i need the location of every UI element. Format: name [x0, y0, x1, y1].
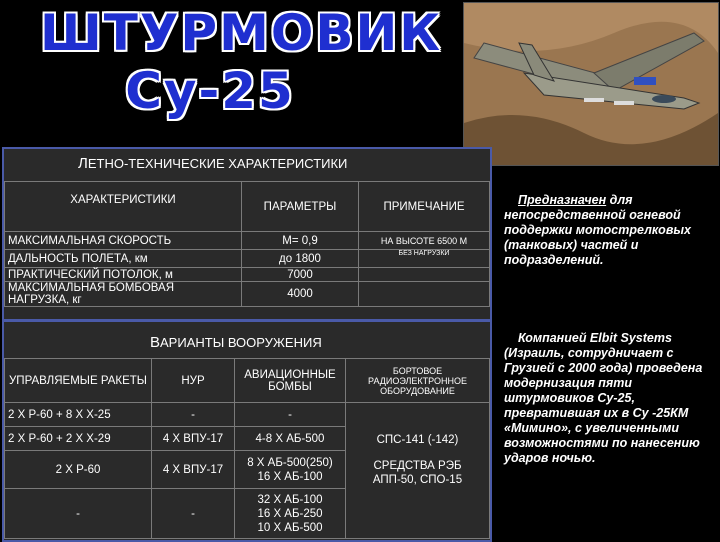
purpose-text: для непосредственной огневой поддержки мотострелковых (танковых) частей и подразделений. [504, 193, 691, 267]
performance-heading-text: ЕТНО-ТЕХНИЧЕСКИЕ ХАРАКТЕРИСТИКИ [87, 156, 348, 171]
equipment-item: СПС-141 (-142) [376, 434, 459, 446]
col-header-missiles: УПРАВЛЯЕМЫЕ РАКЕТЫ [5, 359, 152, 403]
title-line-2: Су-25 [125, 62, 295, 120]
characteristic-value: М= 0,9 [242, 232, 359, 250]
equipment-item: СРЕДСТВА РЭБ [373, 460, 462, 472]
characteristic-note [359, 282, 490, 307]
bombs-cell: 4-8 Х АБ-500 [235, 427, 346, 451]
aircraft-photo [463, 2, 719, 166]
bombs-cell [235, 451, 346, 489]
characteristic-note: БЕЗ НАГРУЗКИ [359, 250, 490, 268]
armament-panel [2, 320, 492, 542]
purpose-note [504, 193, 714, 268]
armament-heading-initial: В [150, 334, 161, 351]
bomb-line: 16 Х АБ-100 [257, 470, 323, 483]
performance-heading-initial: Л [78, 155, 88, 172]
title-line-1: ШТУРМОВИК [40, 4, 443, 62]
nur-cell: - [152, 489, 235, 539]
bombs-cell: - [235, 403, 346, 427]
equipment-item: АПП-50, СПО-15 [372, 474, 463, 486]
missiles-cell: 2 Х Р-60 + 8 Х Х-25 [5, 403, 152, 427]
characteristic-name: МАКСИМАЛЬНАЯ БОМБОВАЯ НАГРУЗКА, кг [5, 282, 242, 307]
armament-table [4, 358, 490, 539]
bomb-line: 10 Х АБ-500 [257, 521, 323, 534]
characteristic-name: ПРАКТИЧЕСКИЙ ПОТОЛОК, м [5, 268, 242, 282]
nur-cell: - [152, 403, 235, 427]
col-header-equipment: БОРТОВОЕ РАДИОЭЛЕКТРОННОЕ ОБОРУДОВАНИЕ [346, 359, 490, 403]
performance-panel [2, 147, 492, 321]
col-header-parameters: ПАРАМЕТРЫ [242, 182, 359, 232]
bombs-cell [235, 489, 346, 539]
performance-table [4, 181, 490, 307]
characteristic-note [359, 268, 490, 282]
characteristic-value: 4000 [242, 282, 359, 307]
nur-cell: 4 Х ВПУ-17 [152, 451, 235, 489]
table-row [5, 282, 490, 307]
missiles-cell: 2 Х Р-60 [5, 451, 152, 489]
characteristic-value: до 1800 [242, 250, 359, 268]
elbit-note [504, 331, 714, 466]
nur-cell: 4 Х ВПУ-17 [152, 427, 235, 451]
missiles-cell: - [5, 489, 152, 539]
armament-heading [150, 334, 322, 351]
col-header-nur: НУР [152, 359, 235, 403]
col-header-bombs: АВИАЦИОННЫЕ БОМБЫ [235, 359, 346, 403]
equipment-cell [346, 403, 490, 539]
performance-heading [78, 155, 347, 172]
col-header-characteristics: ХАРАКТЕРИСТИКИ [5, 182, 242, 232]
table-row [5, 268, 490, 282]
bomb-line: 32 Х АБ-100 [257, 493, 323, 506]
elbit-text: Компанией Elbit Systems (Израиль, сотрудничает с Грузией с 2000 года) проведена модернизация пяти штурмовиков Су-25, превратившая их в Су -25КМ «Мимино», с увеличенными возможностями по нанесению ударов ночью. [504, 331, 703, 465]
armament-heading-text: АРИАНТЫ ВООРУЖЕНИЯ [160, 335, 322, 350]
bomb-line: 16 Х АБ-250 [257, 507, 323, 520]
characteristic-name: МАКСИМАЛЬНАЯ СКОРОСТЬ [5, 232, 242, 250]
table-row [5, 250, 490, 268]
characteristic-value: 7000 [242, 268, 359, 282]
col-header-remark: ПРИМЕЧАНИЕ [359, 182, 490, 232]
missiles-cell: 2 Х Р-60 + 2 Х Х-29 [5, 427, 152, 451]
characteristic-name: ДАЛЬНОСТЬ ПОЛЕТА, км [5, 250, 242, 268]
su25-aircraft-icon [464, 3, 718, 165]
table-row [5, 403, 490, 427]
characteristic-note: НА ВЫСОТЕ 6500 М [359, 232, 490, 250]
bomb-line: 8 Х АБ-500(250) [247, 456, 333, 469]
table-row [5, 232, 490, 250]
purpose-lead: Предназначен [518, 193, 607, 207]
